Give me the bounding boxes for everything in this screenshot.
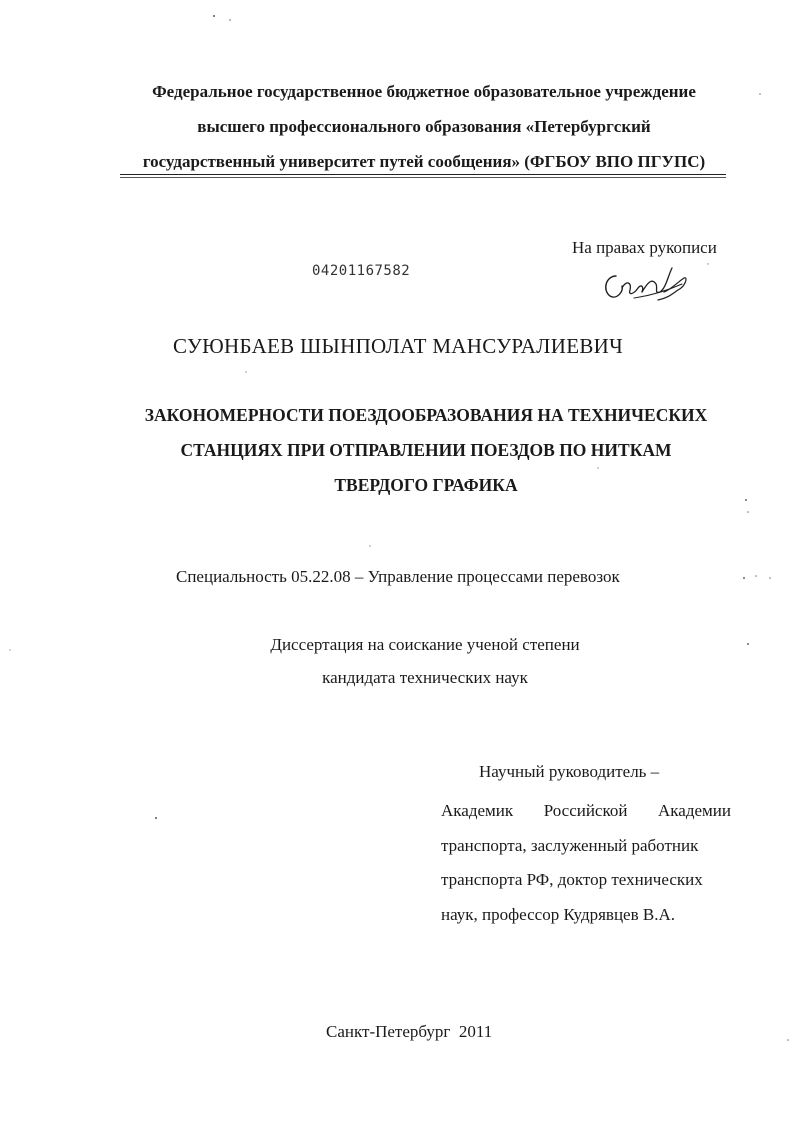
supervisor-line-2: транспорта, заслуженный работник [441, 835, 699, 855]
degree-line-2: кандидата технических наук [322, 668, 528, 687]
supervisor-word: Академик [441, 801, 514, 820]
supervisor-line-3: транспорта РФ, доктор технических [441, 870, 703, 889]
author-name: СУЮНБАЕВ ШЫНПОЛАТ МАНСУРАЛИЕВИЧ [172, 334, 624, 358]
manuscript-rights-label: На правах рукописи [572, 238, 717, 257]
degree-line-1: Диссертация на соискание ученой степени [270, 635, 580, 654]
supervisor-line-4: наук, профессор Кудрявцев В.А. [441, 904, 675, 924]
supervisor-heading: Научный руководитель – [479, 762, 660, 781]
supervisor-word: Академии [658, 801, 731, 820]
title-line-1: ЗАКОНОМЕРНОСТИ ПОЕЗДООБРАЗОВАНИЯ НА ТЕХНИЧЕСКИХ [144, 405, 708, 425]
city-and-year: Санкт-Петербург 2011 [326, 1022, 493, 1041]
supervisor-line-1 [441, 794, 731, 829]
supervisor-details [441, 794, 731, 932]
title-line-3: ТВЕРДОГО ГРАФИКА [334, 475, 518, 495]
institution-header [104, 74, 744, 179]
signature-icon [598, 262, 694, 306]
supervisor-word: Российской [543, 801, 628, 820]
title-line-2: СТАНЦИЯХ ПРИ ОТПРАВЛЕНИИ ПОЕЗДОВ ПО НИТКАМ [180, 440, 672, 460]
institution-line-2: высшего профессионального образования «Петербургский [197, 117, 651, 136]
dissertation-title [98, 398, 754, 503]
header-divider-thick [120, 174, 726, 175]
institution-line-1: Федеральное государственное бюджетное образовательное учреждение [152, 82, 696, 101]
registration-number: 04201167582 [312, 263, 411, 279]
specialty-line: Специальность 05.22.08 – Управление процессами перевозок [176, 567, 620, 586]
header-divider-thin [120, 177, 726, 178]
degree-statement [192, 628, 658, 694]
institution-line-3: государственный университет путей сообщения» (ФГБОУ ВПО ПГУПС) [142, 152, 706, 171]
